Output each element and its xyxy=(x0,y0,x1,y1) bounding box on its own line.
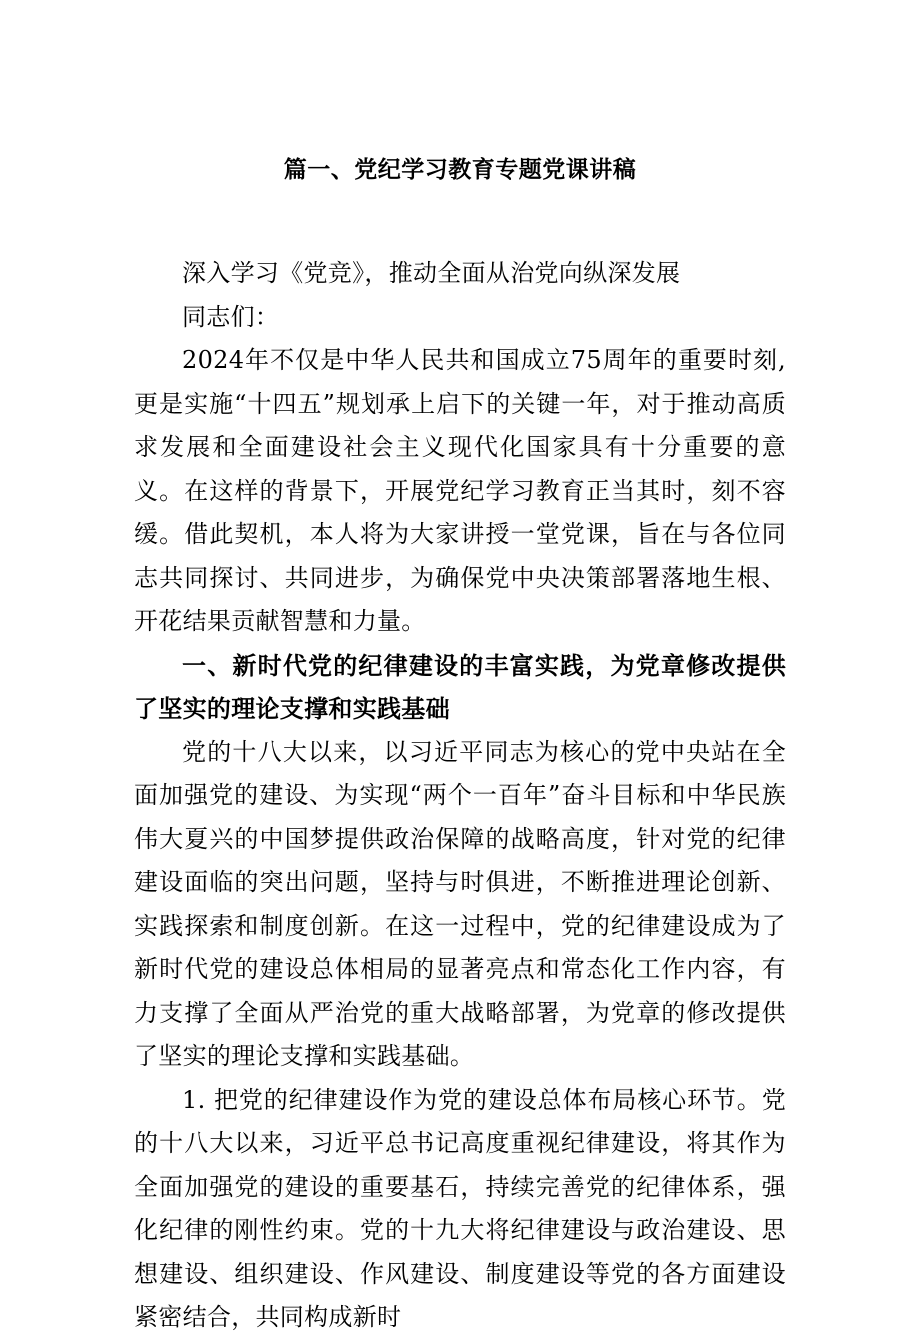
paragraph-intro: 2024年不仅是中华人民共和国成立75周年的重要时刻,更是实施“十四五”规划承上启下的关键一年，对于推动高质求发展和全面建设社会主义现代化国家具有十分重要的意义。在这样的背景下，开展党纪学习教育正当其时，刻不容缓。借此契机，本人将为大家讲授一堂党课，旨在与各位同志共同探讨、共同进步，为确保党中央决策部署落地生根、开花结果贡献智慧和力量。 xyxy=(134,346,786,635)
document-title: 篇一、党纪学习教育专题党课讲稿 xyxy=(283,156,637,183)
paragraph-point-1: 1. 把党的纪律建设作为党的建设总体布局核心环节。党的十八大以来，习近平总书记高度重视纪律建设，将其作为全面加强党的建设的重要基石，持续完善党的纪律体系，强化纪律的刚性约束。党的十九大将纪律建设与政治建设、思想建设、组织建设、作风建设、制度建设等党的各方面建设紧密结合，共同构成新时 xyxy=(134,1085,786,1331)
section-heading-1: 一、新时代党的纪律建设的丰富实践，为党章修改提供了坚实的理论支撑和实践基础 xyxy=(134,650,786,723)
document-body xyxy=(134,252,786,1340)
salutation: 同志们： xyxy=(182,302,280,331)
document-subtitle: 深入学习《党竞》，推动全面从治党向纵深发展 xyxy=(182,259,681,287)
paragraph-section-1: 党的十八大以来，以习近平同志为核心的党中央站在全面加强党的建设、为实现“两个一百年”奋斗目标和中华民族伟大夏兴的中国梦提供政治保障的战略高度，针对党的纪律建设面临的突出问题，坚持与时俱进，不断推进理论创新、实践探索和制度创新。在这一过程中，党的纪律建设成为了新时代党的建设总体相局的显著亮点和常态化工作内容，有力支撑了全面从严治党的重大战略部署，为党章的修改提供了坚实的理论支撑和实践基础。 xyxy=(134,737,786,1070)
